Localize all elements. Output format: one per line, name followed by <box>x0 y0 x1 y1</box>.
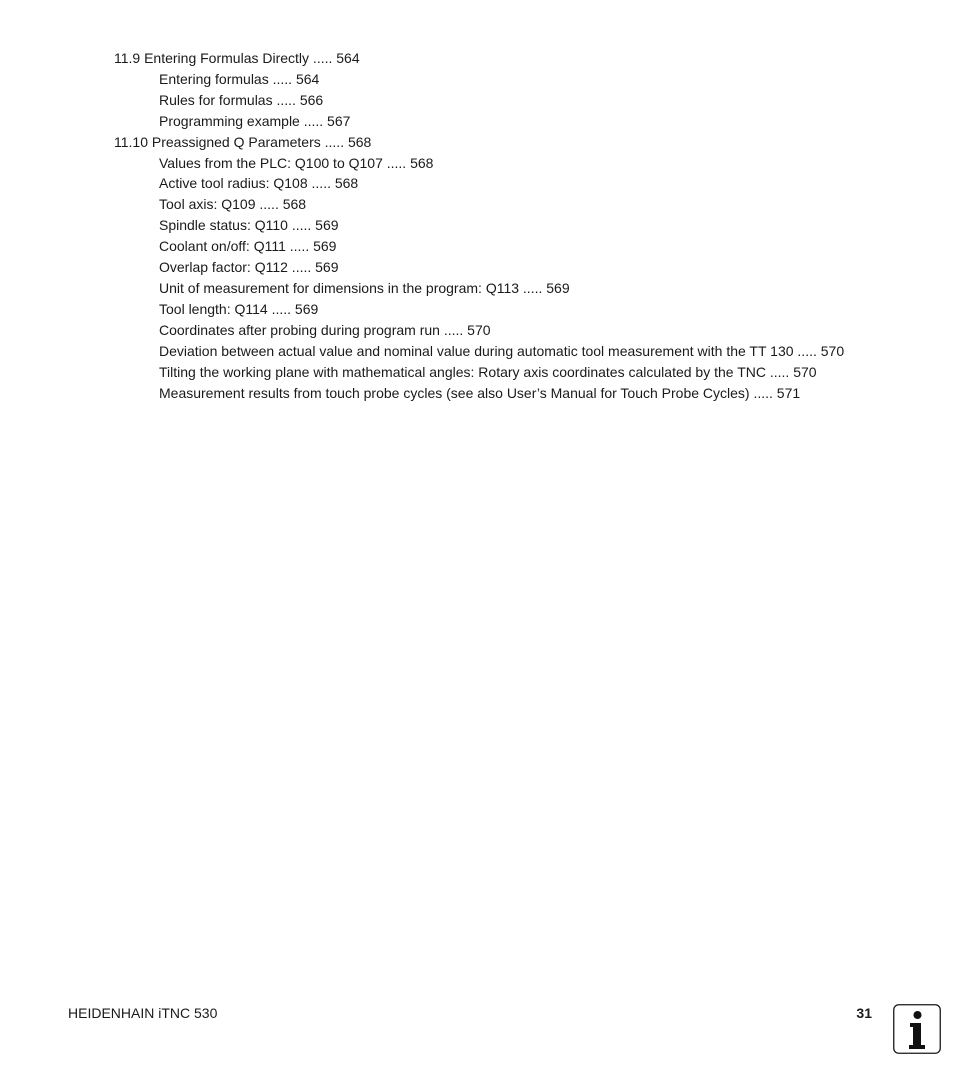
toc-subsection-entry: Spindle status: Q110 ..... 569 <box>159 217 339 234</box>
toc-subsection-entry: Deviation between actual value and nominal value during automatic tool measurement with the TT 130 ..... 570 <box>159 342 845 359</box>
toc-subsection-entry: Tilting the working plane with mathematical angles: Rotary axis coordinates calculated by the TNC ..... 570 <box>159 363 817 380</box>
toc-subsection-entry: Programming example ..... 567 <box>159 112 351 129</box>
toc-subsection-entry: Active tool radius: Q108 ..... 568 <box>159 175 359 192</box>
toc-subsection-entry: Values from the PLC: Q100 to Q107 ..... 568 <box>159 154 434 171</box>
footer-product-name: HEIDENHAIN iTNC 530 <box>68 1005 218 1021</box>
toc-subsection-entry: Rules for formulas ..... 566 <box>159 91 324 108</box>
toc-section-entry: 11.10 Preassigned Q Parameters ..... 568 <box>114 133 372 150</box>
toc-subsection-entry: Unit of measurement for dimensions in the program: Q113 ..... 569 <box>159 279 570 296</box>
toc-subsection-entry: Entering formulas ..... 564 <box>159 70 320 87</box>
toc-subsection-entry: Tool length: Q114 ..... 569 <box>159 300 319 317</box>
toc-subsection-entry: Overlap factor: Q112 ..... 569 <box>159 259 339 276</box>
toc-subsection-entry: Measurement results from touch probe cycles (see also User’s Manual for Touch Probe Cycles) ..... 571 <box>159 384 801 401</box>
info-icon <box>893 1004 941 1054</box>
table-of-contents <box>0 48 954 403</box>
toc-subsection-entry: Coordinates after probing during program run ..... 570 <box>159 321 491 338</box>
toc-subsection-entry: Tool axis: Q109 ..... 568 <box>159 196 307 213</box>
toc-section-entry: 11.9 Entering Formulas Directly ..... 564 <box>114 50 360 66</box>
page-number: 31 <box>856 1005 872 1021</box>
toc-subsection-entry: Coolant on/off: Q111 ..... 569 <box>159 238 337 255</box>
